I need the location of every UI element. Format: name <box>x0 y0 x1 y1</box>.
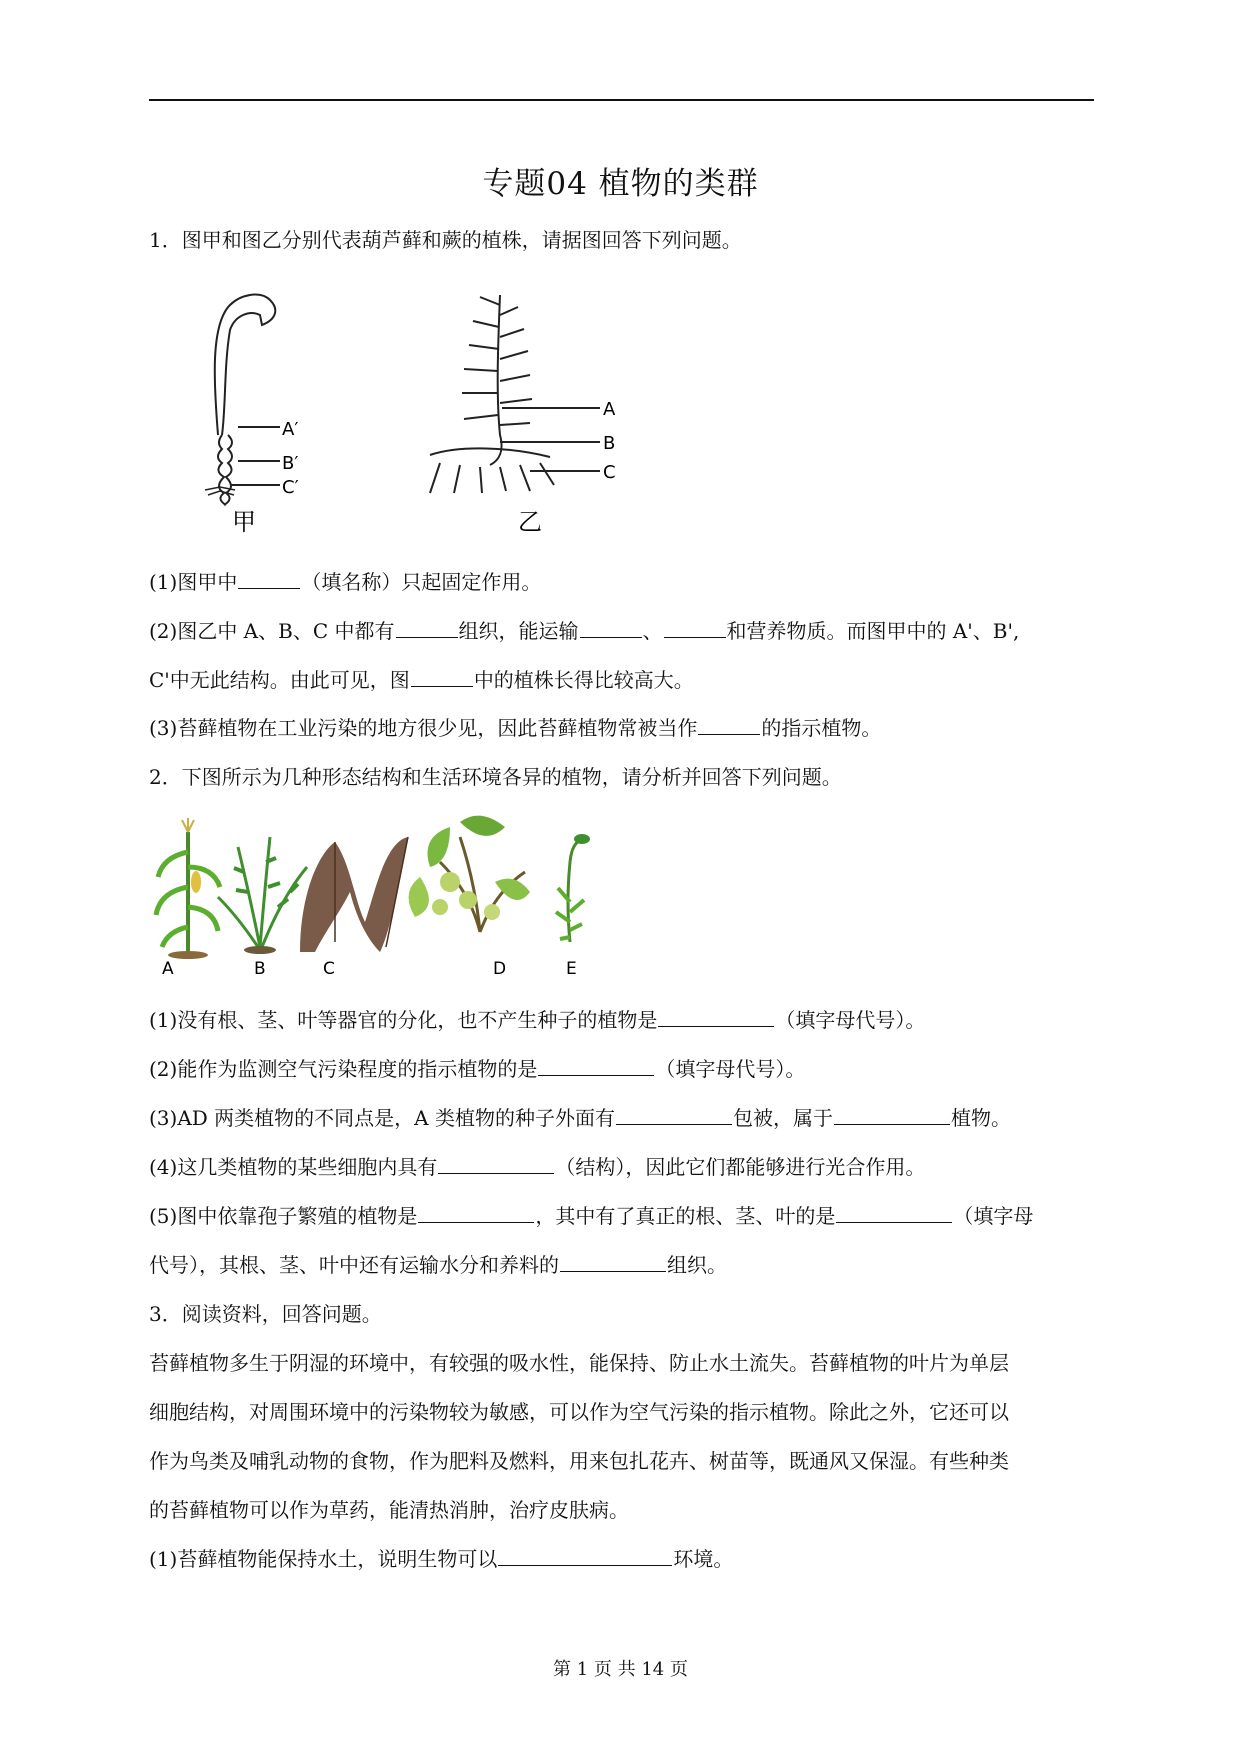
q3-reading-line: 的苔藓植物可以作为草药，能清热消肿，治疗皮肤病。 <box>149 1498 629 1522</box>
q1-part-1: (1)图甲中 （填名称）只起固定作用。 <box>149 570 542 594</box>
label-c: C <box>603 462 616 483</box>
page-title: 专题04 植物的类群 <box>482 166 759 202</box>
q3-reading-line: 细胞结构，对周围环境中的污染物较为敏感，可以作为空气污染的指示植物。除此之外，它还可以 <box>149 1400 1009 1424</box>
label-b-prime: B′ <box>282 453 299 474</box>
header-rule <box>149 99 1094 101</box>
fern-plant-drawing <box>430 295 554 493</box>
q3-stem: 3．阅读资料，回答问题。 <box>149 1302 382 1326</box>
plant-d-ginkgo <box>409 816 530 932</box>
q2-part-4: (4)这几类植物的某些细胞内具有 （结构），因此它们都能够进行光合作用。 <box>149 1155 926 1179</box>
q1-part-2: (2)图乙中 A、B、C 中都有 组织，能运输 、 和营养物质。而图甲中的 A'、B', <box>149 619 1020 643</box>
answer-blank[interactable] <box>418 1202 534 1223</box>
answer-blank[interactable] <box>396 617 458 638</box>
answer-blank[interactable] <box>658 1006 774 1027</box>
q1-part-2-cont: C'中无此结构。由此可见，图 中的植株长得比较高大。 <box>149 668 694 692</box>
q1-part-3: (3)苔藓植物在工业污染的地方很少见，因此苔藓植物常被当作 的指示植物。 <box>149 716 882 740</box>
answer-blank[interactable] <box>580 617 642 638</box>
label-plant-e: E <box>566 959 577 979</box>
q3-reading-line: 苔藓植物多生于阴湿的环境中，有较强的吸水性，能保持、防止水土流失。苔藓植物的叶片为单层 <box>149 1351 1009 1375</box>
q2-part-5-cont: 代号），其根、茎、叶中还有运输水分和养料的 组织。 <box>149 1253 727 1277</box>
answer-blank[interactable] <box>698 714 760 735</box>
q1-stem: 1．图甲和图乙分别代表葫芦藓和蕨的植株，请据图回答下列问题。 <box>149 228 742 252</box>
q2-stem: 2．下图所示为几种形态结构和生活环境各异的植物，请分析并回答下列问题。 <box>149 765 842 789</box>
answer-blank[interactable] <box>411 666 473 687</box>
page-footer: 第 1 页 共 14 页 <box>553 1659 688 1680</box>
label-a: A <box>603 399 616 420</box>
plant-c-algae <box>300 837 408 952</box>
q1-figure <box>200 285 640 535</box>
q2-part-5: (5)图中依靠孢子繁殖的植物是 ，其中有了真正的根、茎、叶的是 （填字母 <box>149 1204 1034 1228</box>
answer-blank[interactable] <box>538 1055 654 1076</box>
plant-a-corn <box>156 818 220 959</box>
q3-part-1: (1)苔藓植物能保持水土，说明生物可以 环境。 <box>149 1547 734 1571</box>
answer-blank[interactable] <box>438 1153 554 1174</box>
q3-reading-line: 作为鸟类及哺乳动物的食物，作为肥料及燃料，用来包扎花卉、树苗等，既通风又保湿。有些种类 <box>149 1449 1009 1473</box>
q2-figure <box>150 812 630 982</box>
answer-blank[interactable] <box>560 1251 666 1272</box>
label-b: B <box>603 433 616 454</box>
q2-part-2: (2)能作为监测空气污染程度的指示植物的是 （填字母代号）。 <box>149 1057 806 1081</box>
caption-jia: 甲 <box>232 508 256 535</box>
label-plant-b: B <box>254 959 266 979</box>
caption-yi: 乙 <box>518 508 542 535</box>
answer-blank[interactable] <box>238 568 300 589</box>
answer-blank[interactable] <box>616 1104 732 1125</box>
moss-plant-drawing <box>205 295 275 505</box>
label-plant-c: C <box>323 959 335 979</box>
label-a-prime: A′ <box>282 419 299 440</box>
answer-blank[interactable] <box>834 1104 950 1125</box>
label-plant-d: D <box>493 959 507 979</box>
answer-blank[interactable] <box>498 1545 672 1566</box>
q2-part-1: (1)没有根、茎、叶等器官的分化，也不产生种子的植物是 （填字母代号）。 <box>149 1008 926 1032</box>
q2-part-3: (3)AD 两类植物的不同点是，A 类植物的种子外面有 包被，属于 植物。 <box>149 1106 1011 1130</box>
label-c-prime: C′ <box>282 477 299 498</box>
plant-e-moss <box>556 834 590 942</box>
label-plant-a: A <box>162 959 174 979</box>
plant-b-fern <box>218 837 307 954</box>
answer-blank[interactable] <box>664 617 726 638</box>
answer-blank[interactable] <box>836 1202 952 1223</box>
